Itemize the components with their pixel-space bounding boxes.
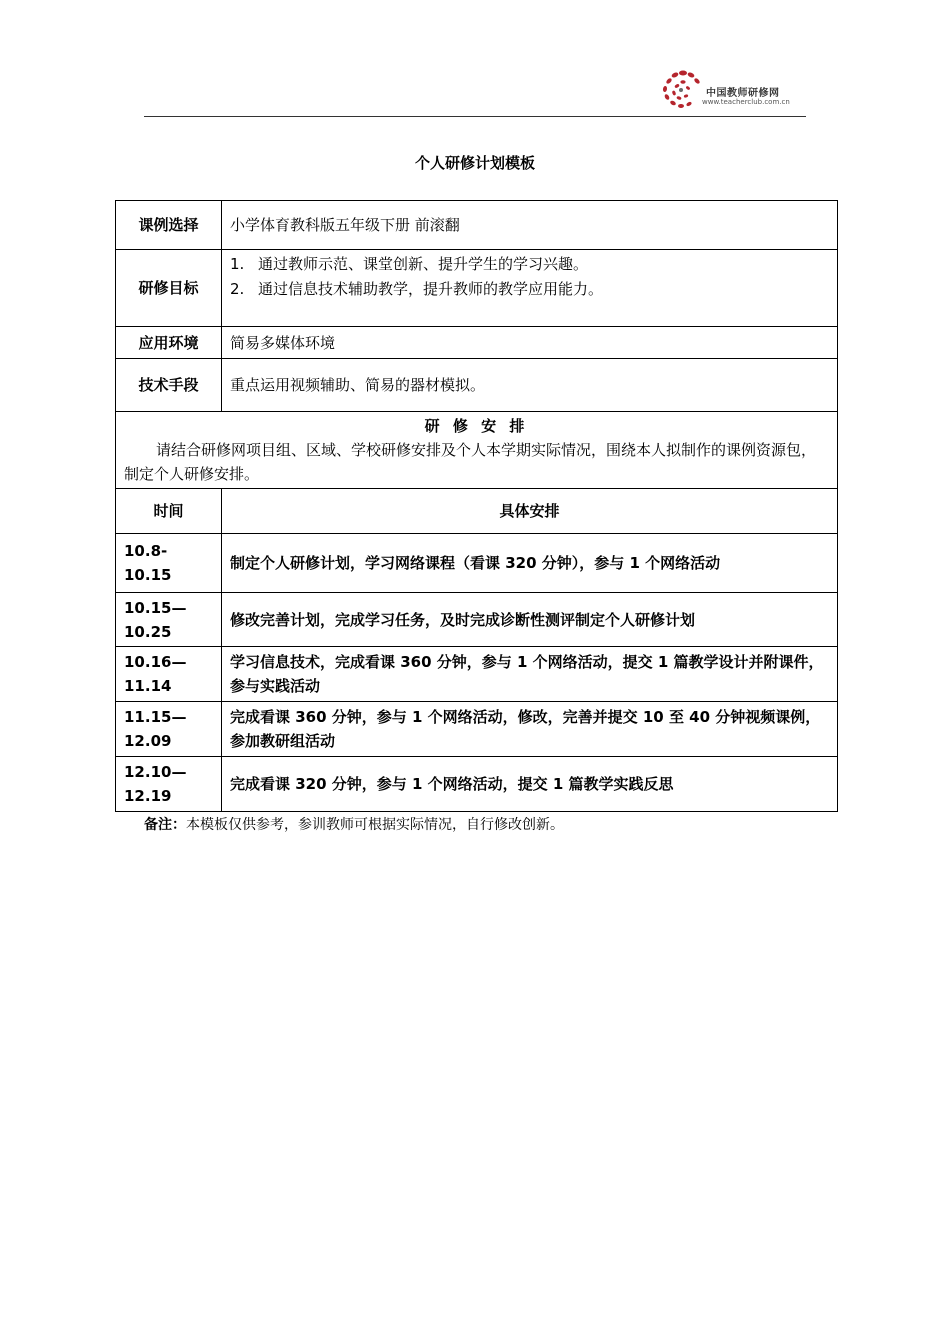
arrangement-section: [116, 412, 838, 489]
footnote: [144, 814, 564, 836]
tech-label: 技术手段: [116, 359, 222, 412]
schedule-time: 11.15—12.09: [116, 702, 222, 757]
table-row: [116, 647, 838, 702]
row-goals: [116, 250, 838, 327]
header-time: 时间: [116, 489, 222, 534]
schedule-detail: 修改完善计划，完成学习任务，及时完成诊断性测评制定个人研修计划: [222, 593, 838, 647]
table-row: [116, 593, 838, 647]
site-logo: [656, 68, 806, 112]
document-title: 个人研修计划模板: [414, 154, 535, 172]
case-label: 课例选择: [116, 201, 222, 250]
page-header: [144, 60, 806, 117]
schedule-time: 12.10—12.19: [116, 757, 222, 812]
tech-value: 重点运用视频辅助、简易的器材模拟。: [222, 359, 838, 412]
header-detail: 具体安排: [222, 489, 838, 534]
schedule-detail: 制定个人研修计划，学习网络课程（看课 320 分钟），参与 1 个网络活动: [222, 534, 838, 593]
env-label: 应用环境: [116, 327, 222, 359]
logo-name: 中国教师研修网: [706, 88, 780, 99]
env-value: 简易多媒体环境: [222, 327, 838, 359]
goal-item: 1. 通过教师示范、课堂创新、提升学生的学习兴趣。: [230, 255, 589, 273]
logo-url: www.teacherclub.com.cn: [702, 98, 790, 106]
schedule-time: 10.8-10.15: [116, 534, 222, 593]
footnote-text: 本模板仅供参考，参训教师可根据实际情况，自行修改创新。: [186, 817, 564, 833]
table-row: [116, 757, 838, 812]
schedule-detail: 学习信息技术，完成看课 360 分钟，参与 1 个网络活动，提交 1 篇教学设计并附课件，参与实践活动: [222, 647, 838, 702]
schedule-header-row: [116, 489, 838, 534]
section-title: 研 修 安 排: [424, 417, 529, 435]
case-value: 小学体育教科版五年级下册 前滚翻: [222, 201, 838, 250]
row-case: [116, 201, 838, 250]
schedule-detail: 完成看课 360 分钟，参与 1 个网络活动，修改，完善并提交 10 至 40 分钟视频课例，参加教研组活动: [222, 702, 838, 757]
table-row: [116, 534, 838, 593]
schedule-time: 10.15—10.25: [116, 593, 222, 647]
goals-label: 研修目标: [116, 250, 222, 327]
row-technique: [116, 359, 838, 412]
row-environment: [116, 327, 838, 359]
logo-flower-icon: [658, 68, 708, 112]
schedule-time: 10.16—11.14: [116, 647, 222, 702]
plan-table: [115, 200, 838, 812]
goal-item: 2. 通过信息技术辅助教学，提升教师的教学应用能力。: [230, 280, 604, 298]
row-arrangement-section: [116, 412, 838, 489]
section-description: 请结合研修网项目组、区域、学校研修安排及个人本学期实际情况，围绕本人拟制作的课例资源包，制定个人研修安排。: [124, 441, 817, 483]
goals-list: [222, 250, 838, 327]
footnote-label: 备注：: [144, 817, 186, 833]
schedule-detail: 完成看课 320 分钟，参与 1 个网络活动，提交 1 篇教学实践反思: [222, 757, 838, 812]
table-row: [116, 702, 838, 757]
